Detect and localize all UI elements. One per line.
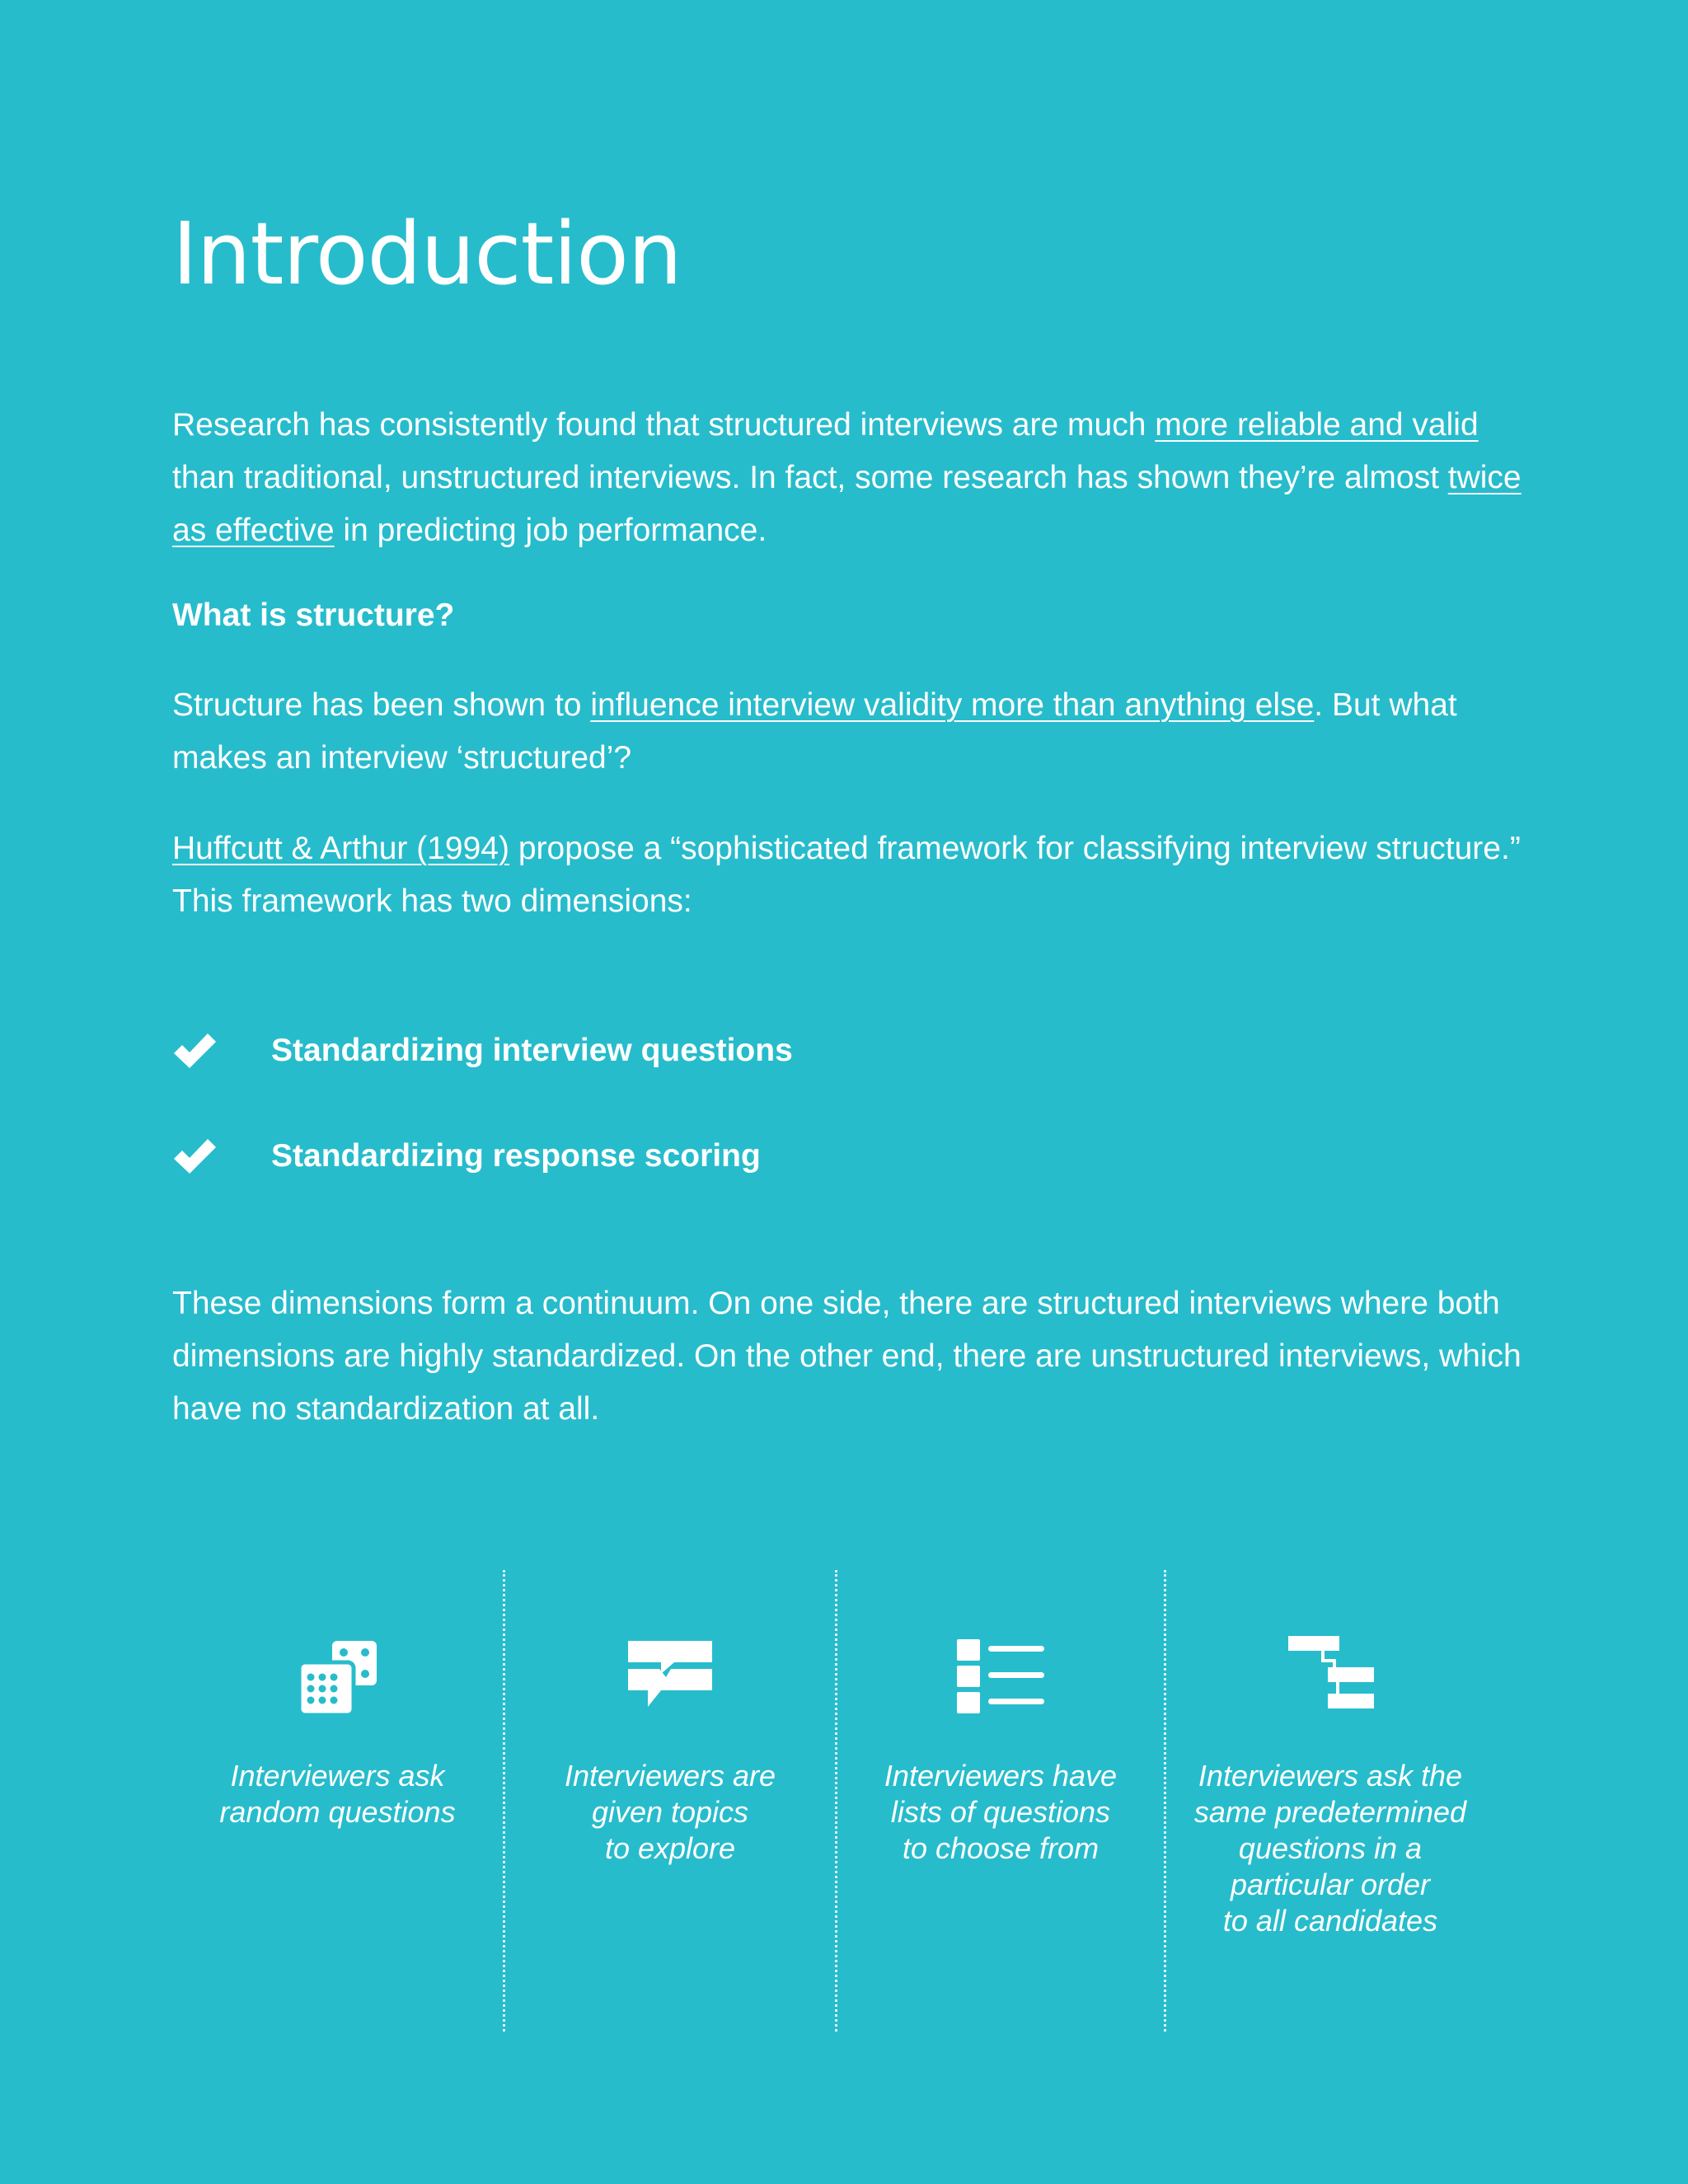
intro-text-1: Research has consistently found that structured interviews are much [172,407,1156,443]
continuum-paragraph: These dimensions form a continuum. On one side, there are structured interviews where both dimensions are highly standardized. On the other end, there are unstructured interviews, which have no standardization at all. [172,1286,1522,1427]
chat-bubbles-icon [625,1633,715,1723]
huffcutt-arthur-link[interactable]: Huffcutt & Arthur (1994) [172,831,509,866]
checklist-item-label: Standardizing response scoring [271,1138,761,1174]
level-description: Interviewers are given topics to explore [564,1759,776,1865]
column-divider [1164,1570,1166,2032]
level-question-lists [838,1570,1163,2032]
twice-effective-link[interactable]: twice as effective [172,460,1522,548]
dimensions-checklist [172,1026,793,1237]
intro-content [172,399,1524,928]
level-description: Interviewers ask the same predetermined questions in a particular order to all candidates [1193,1759,1467,1938]
intro-text-3: in predicting job performance. [334,513,767,548]
hierarchy-icon [1285,1633,1376,1723]
framework-paragraph [172,823,1524,928]
structure-text-2: . But what makes an interview ‘structured’? [172,687,1457,776]
checklist-item [172,1026,793,1076]
structure-paragraph [172,679,1524,785]
level-given-topics [506,1570,834,2032]
dice-icon [293,1633,383,1723]
reliable-valid-link[interactable]: more reliable and valid [1155,407,1479,443]
framework-text: propose a “sophisticated framework for classifying interview structure.” This framework has two dimensions: [172,831,1521,919]
check-icon [172,1137,217,1175]
list-icon [955,1633,1046,1723]
checklist-item [172,1132,793,1181]
level-description: Interviewers have lists of questions to choose from [884,1759,1118,1865]
page-title: Introduction [172,204,682,304]
section-subheading: What is structure? [172,598,455,633]
column-divider [503,1570,505,2032]
level-random-questions [172,1570,503,2032]
level-predetermined-order [1167,1570,1493,2032]
check-icon [172,1032,217,1070]
column-divider [835,1570,837,2032]
intro-text-2: than traditional, unstructured interviews. In fact, some research has shown they’re almost [172,460,1448,495]
structure-text-1: Structure has been shown to [172,687,591,723]
level-description: Interviewers ask random questions [219,1759,456,1829]
structure-levels [172,1570,1491,2032]
validity-link[interactable]: influence interview validity more than anything else [590,687,1315,723]
checklist-item-label: Standardizing interview questions [271,1033,793,1068]
intro-paragraph [172,399,1524,557]
